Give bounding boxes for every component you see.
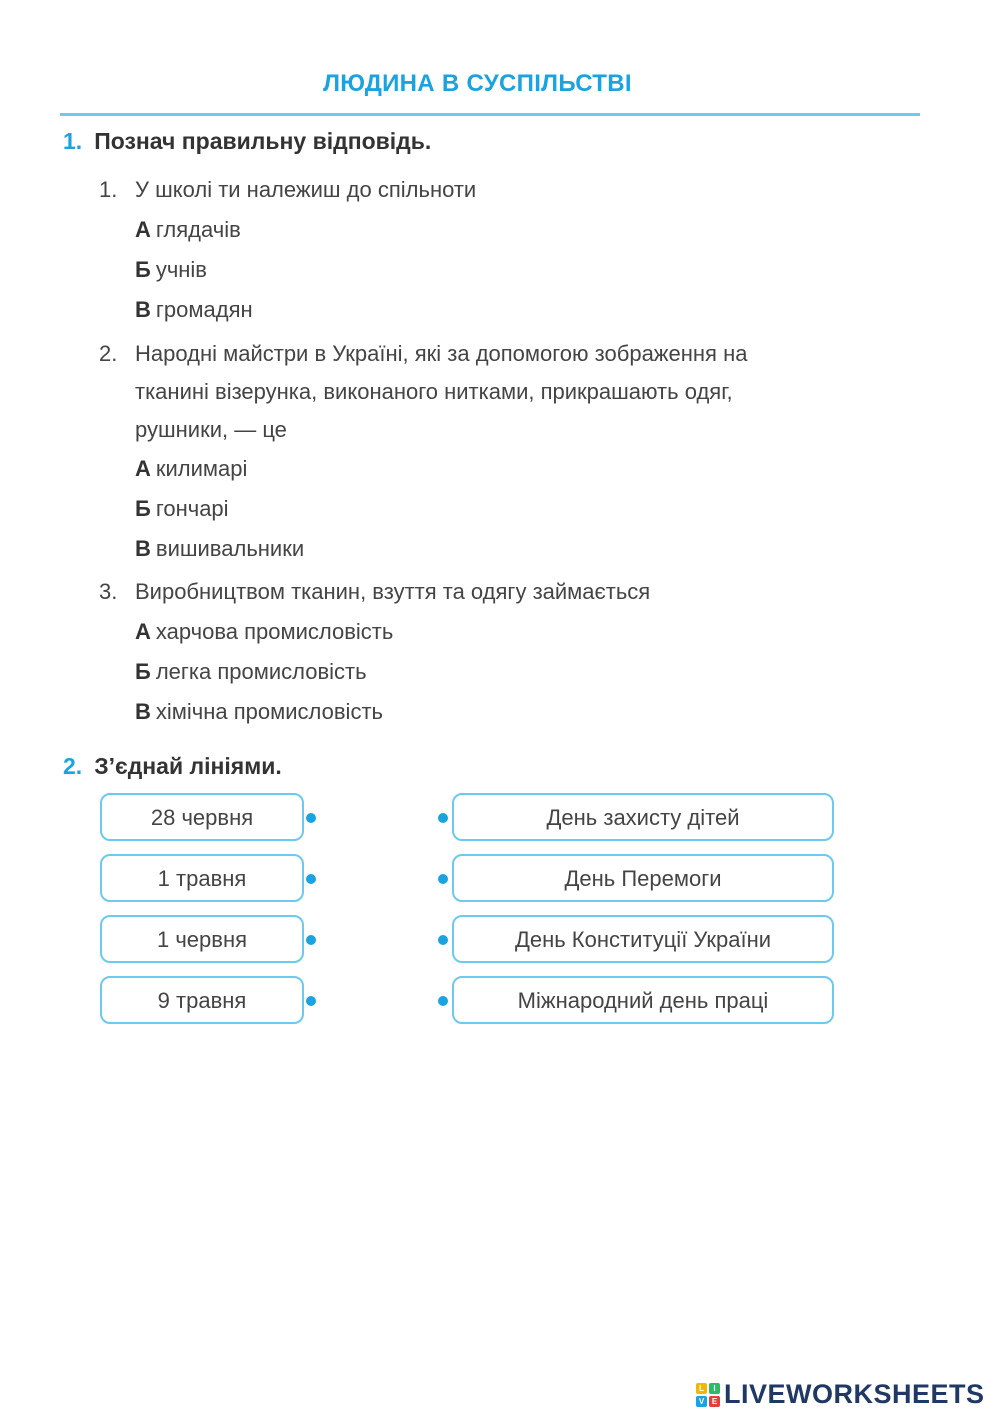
match-right-box[interactable]: День захисту дітей: [452, 793, 834, 841]
option-text: гончарі: [155, 496, 229, 521]
task1-heading: [63, 128, 431, 155]
option-letter: Б: [135, 659, 151, 684]
logo-letter: I: [709, 1383, 720, 1394]
question-line: тканині візерунка, виконаного нитками, прикрашають одяг,: [135, 379, 733, 404]
option-text: глядачів: [155, 217, 241, 242]
task2-heading-text: З’єднай лініями.: [94, 753, 282, 779]
page-title: ЛЮДИНА В СУСПІЛЬСТВІ: [323, 70, 632, 97]
option-letter: В: [135, 536, 151, 561]
option-letter: В: [135, 297, 151, 322]
match-left-box[interactable]: 28 червня: [100, 793, 304, 841]
option-letter: В: [135, 699, 151, 724]
logo-letter: V: [696, 1396, 707, 1407]
option-q2-c[interactable]: [135, 535, 304, 563]
option-text: харчова промисловість: [155, 619, 394, 644]
task1-number: 1.: [63, 128, 83, 154]
option-q2-b[interactable]: [135, 495, 229, 523]
match-left-dot[interactable]: [306, 935, 316, 945]
option-text: учнів: [155, 257, 207, 282]
task1-heading-text: Познач правильну відповідь.: [94, 128, 432, 154]
question-number: 2.: [99, 341, 118, 366]
match-right-dot[interactable]: [438, 996, 448, 1006]
option-text: легка промисловість: [155, 659, 367, 684]
question-text: У школі ти належиш до спільноти: [135, 177, 477, 202]
logo-mark-icon: [696, 1383, 720, 1407]
question-3: [99, 573, 905, 611]
question-text: [135, 335, 905, 449]
match-left-dot[interactable]: [306, 874, 316, 884]
option-q1-b[interactable]: [135, 256, 207, 284]
option-letter: А: [135, 217, 151, 242]
question-line: рушники, — це: [135, 417, 287, 442]
match-left-box[interactable]: 9 травня: [100, 976, 304, 1024]
match-right-dot[interactable]: [438, 813, 448, 823]
option-text: громадян: [155, 297, 253, 322]
question-number: 1.: [99, 177, 118, 202]
question-text: Виробництвом тканин, взуття та одягу займається: [135, 579, 651, 604]
question-number: 3.: [99, 579, 118, 604]
logo-wordmark: LIVEWORKSHEETS: [724, 1379, 985, 1409]
option-letter: Б: [135, 496, 151, 521]
match-left-dot[interactable]: [306, 813, 316, 823]
match-right-box[interactable]: День Перемоги: [452, 854, 834, 902]
option-q1-c[interactable]: [135, 296, 253, 324]
match-left-dot[interactable]: [306, 996, 316, 1006]
option-letter: Б: [135, 257, 151, 282]
title-divider: [60, 113, 920, 116]
question-2: [99, 335, 905, 449]
option-letter: А: [135, 456, 151, 481]
logo-letter: L: [696, 1383, 707, 1394]
question-1: [99, 171, 905, 209]
option-text: килимарі: [155, 456, 248, 481]
match-right-box[interactable]: День Конституції України: [452, 915, 834, 963]
task2-heading: [63, 753, 282, 780]
option-text: вишивальники: [155, 536, 305, 561]
logo-letter: E: [709, 1396, 720, 1407]
match-left-box[interactable]: 1 червня: [100, 915, 304, 963]
option-q1-a[interactable]: [135, 216, 241, 244]
option-q3-c[interactable]: [135, 698, 383, 726]
task2-number: 2.: [63, 753, 83, 779]
match-left-box[interactable]: 1 травня: [100, 854, 304, 902]
match-right-box[interactable]: Міжнародний день праці: [452, 976, 834, 1024]
option-q2-a[interactable]: [135, 455, 247, 483]
option-letter: А: [135, 619, 151, 644]
option-q3-a[interactable]: [135, 618, 393, 646]
match-right-dot[interactable]: [438, 874, 448, 884]
liveworksheets-logo: [696, 1379, 985, 1410]
option-q3-b[interactable]: [135, 658, 367, 686]
option-text: хімічна промисловість: [155, 699, 383, 724]
match-right-dot[interactable]: [438, 935, 448, 945]
question-line: Народні майстри в Україні, які за допомогою зображення на: [135, 341, 748, 366]
